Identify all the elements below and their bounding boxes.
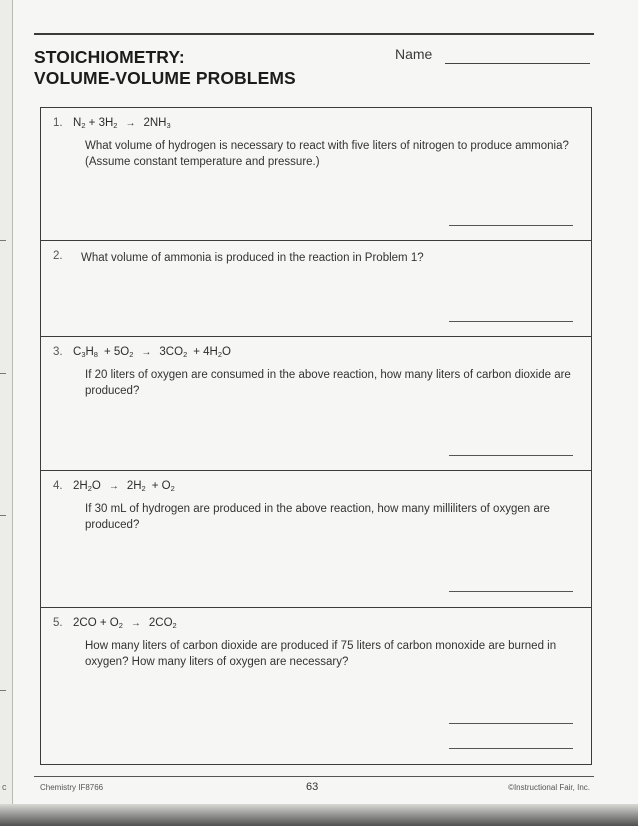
eq-term: 3CO <box>159 346 184 358</box>
name-field[interactable] <box>445 63 590 64</box>
eq-subscript: 2 <box>118 621 123 630</box>
eq-subscript: 2 <box>87 484 92 493</box>
eq-term: H <box>85 346 94 358</box>
page-number: 63 <box>306 781 319 793</box>
eq-term: 2H <box>73 480 88 492</box>
answer-line[interactable] <box>449 723 573 724</box>
eq-term: C <box>73 346 82 358</box>
chemical-equation <box>73 346 231 359</box>
answer-line[interactable] <box>449 321 573 322</box>
eq-subscript: 2 <box>81 121 86 130</box>
problem-number: 2. <box>53 250 63 262</box>
eq-term: O <box>91 480 101 492</box>
scan-edge-mark <box>0 515 6 516</box>
eq-term: + 3H <box>85 117 114 129</box>
eq-subscript: 2 <box>141 484 146 493</box>
problem-1 <box>41 108 591 241</box>
answer-line[interactable] <box>449 455 573 456</box>
chemical-equation <box>73 117 171 130</box>
eq-subscript: 2 <box>113 121 118 130</box>
scan-edge-mark <box>0 240 6 241</box>
eq-term: N <box>73 117 82 129</box>
eq-term: 2H <box>126 480 142 492</box>
eq-term: O <box>222 346 231 358</box>
eq-term: + 5O <box>103 346 130 358</box>
eq-term: 2CO + O <box>73 617 119 629</box>
problem-question: If 30 mL of hydrogen are produced in the above reaction, how many milliliters of oxygen are produced? <box>85 503 550 531</box>
problem-question: What volume of hydrogen is necessary to react with five liters of nitrogen to produce ammonia? (Assume constant temperature and pressure.) <box>85 140 569 168</box>
name-label: Name <box>395 46 433 62</box>
answer-line[interactable] <box>449 225 573 226</box>
eq-term: 2NH <box>143 117 167 129</box>
footer-copyright: ©Instructional Fair, Inc. <box>508 783 590 792</box>
page-title <box>34 47 296 89</box>
problem-number: 3. <box>53 346 63 358</box>
title-line-1: STOICHIOMETRY: <box>34 47 185 67</box>
problems-box <box>40 107 592 765</box>
eq-subscript: 2 <box>170 484 175 493</box>
problem-question: What volume of ammonia is produced in the reaction in Problem 1? <box>81 252 424 264</box>
eq-subscript: 2 <box>129 350 134 359</box>
problem-3 <box>41 337 591 471</box>
footer-book-code: Chemistry IF8766 <box>40 783 104 792</box>
footer-rule <box>34 776 594 777</box>
answer-line[interactable] <box>449 748 573 749</box>
scan-edge-glyph: c <box>2 782 7 792</box>
eq-term: + O <box>151 480 171 492</box>
answer-line[interactable] <box>449 591 573 592</box>
top-rule <box>34 33 594 35</box>
chemical-equation <box>73 480 175 493</box>
problem-4 <box>41 471 591 608</box>
title-line-2: VOLUME-VOLUME PROBLEMS <box>34 68 296 88</box>
problem-number: 1. <box>53 117 63 129</box>
scan-edge-mark <box>0 373 6 374</box>
reaction-arrow-icon: → <box>108 481 119 492</box>
problem-5 <box>41 608 591 765</box>
reaction-arrow-icon: → <box>130 618 141 629</box>
problem-number: 5. <box>53 617 63 629</box>
eq-subscript: 2 <box>172 621 177 630</box>
scan-edge-mark <box>0 690 6 691</box>
problem-number: 4. <box>53 480 63 492</box>
problem-question: If 20 liters of oxygen are consumed in the above reaction, how many liters of carbon dioxide are produced? <box>85 369 571 397</box>
worksheet-page <box>34 0 594 826</box>
eq-subscript: 2 <box>217 350 223 359</box>
scan-left-edge <box>0 0 13 826</box>
eq-subscript: 3 <box>166 121 171 130</box>
reaction-arrow-icon: → <box>125 118 136 129</box>
reaction-arrow-icon: → <box>141 347 152 358</box>
eq-subscript: 8 <box>93 350 98 359</box>
eq-term: + 4H <box>193 346 218 358</box>
eq-subscript: 2 <box>183 350 188 359</box>
eq-subscript: 3 <box>81 350 86 359</box>
chemical-equation <box>73 617 177 630</box>
eq-term: 2CO <box>148 617 173 629</box>
problem-question: How many liters of carbon dioxide are produced if 75 liters of carbon monoxide are burned in oxygen? How many liters of oxygen are necessary? <box>85 640 557 668</box>
problem-2 <box>41 241 591 337</box>
